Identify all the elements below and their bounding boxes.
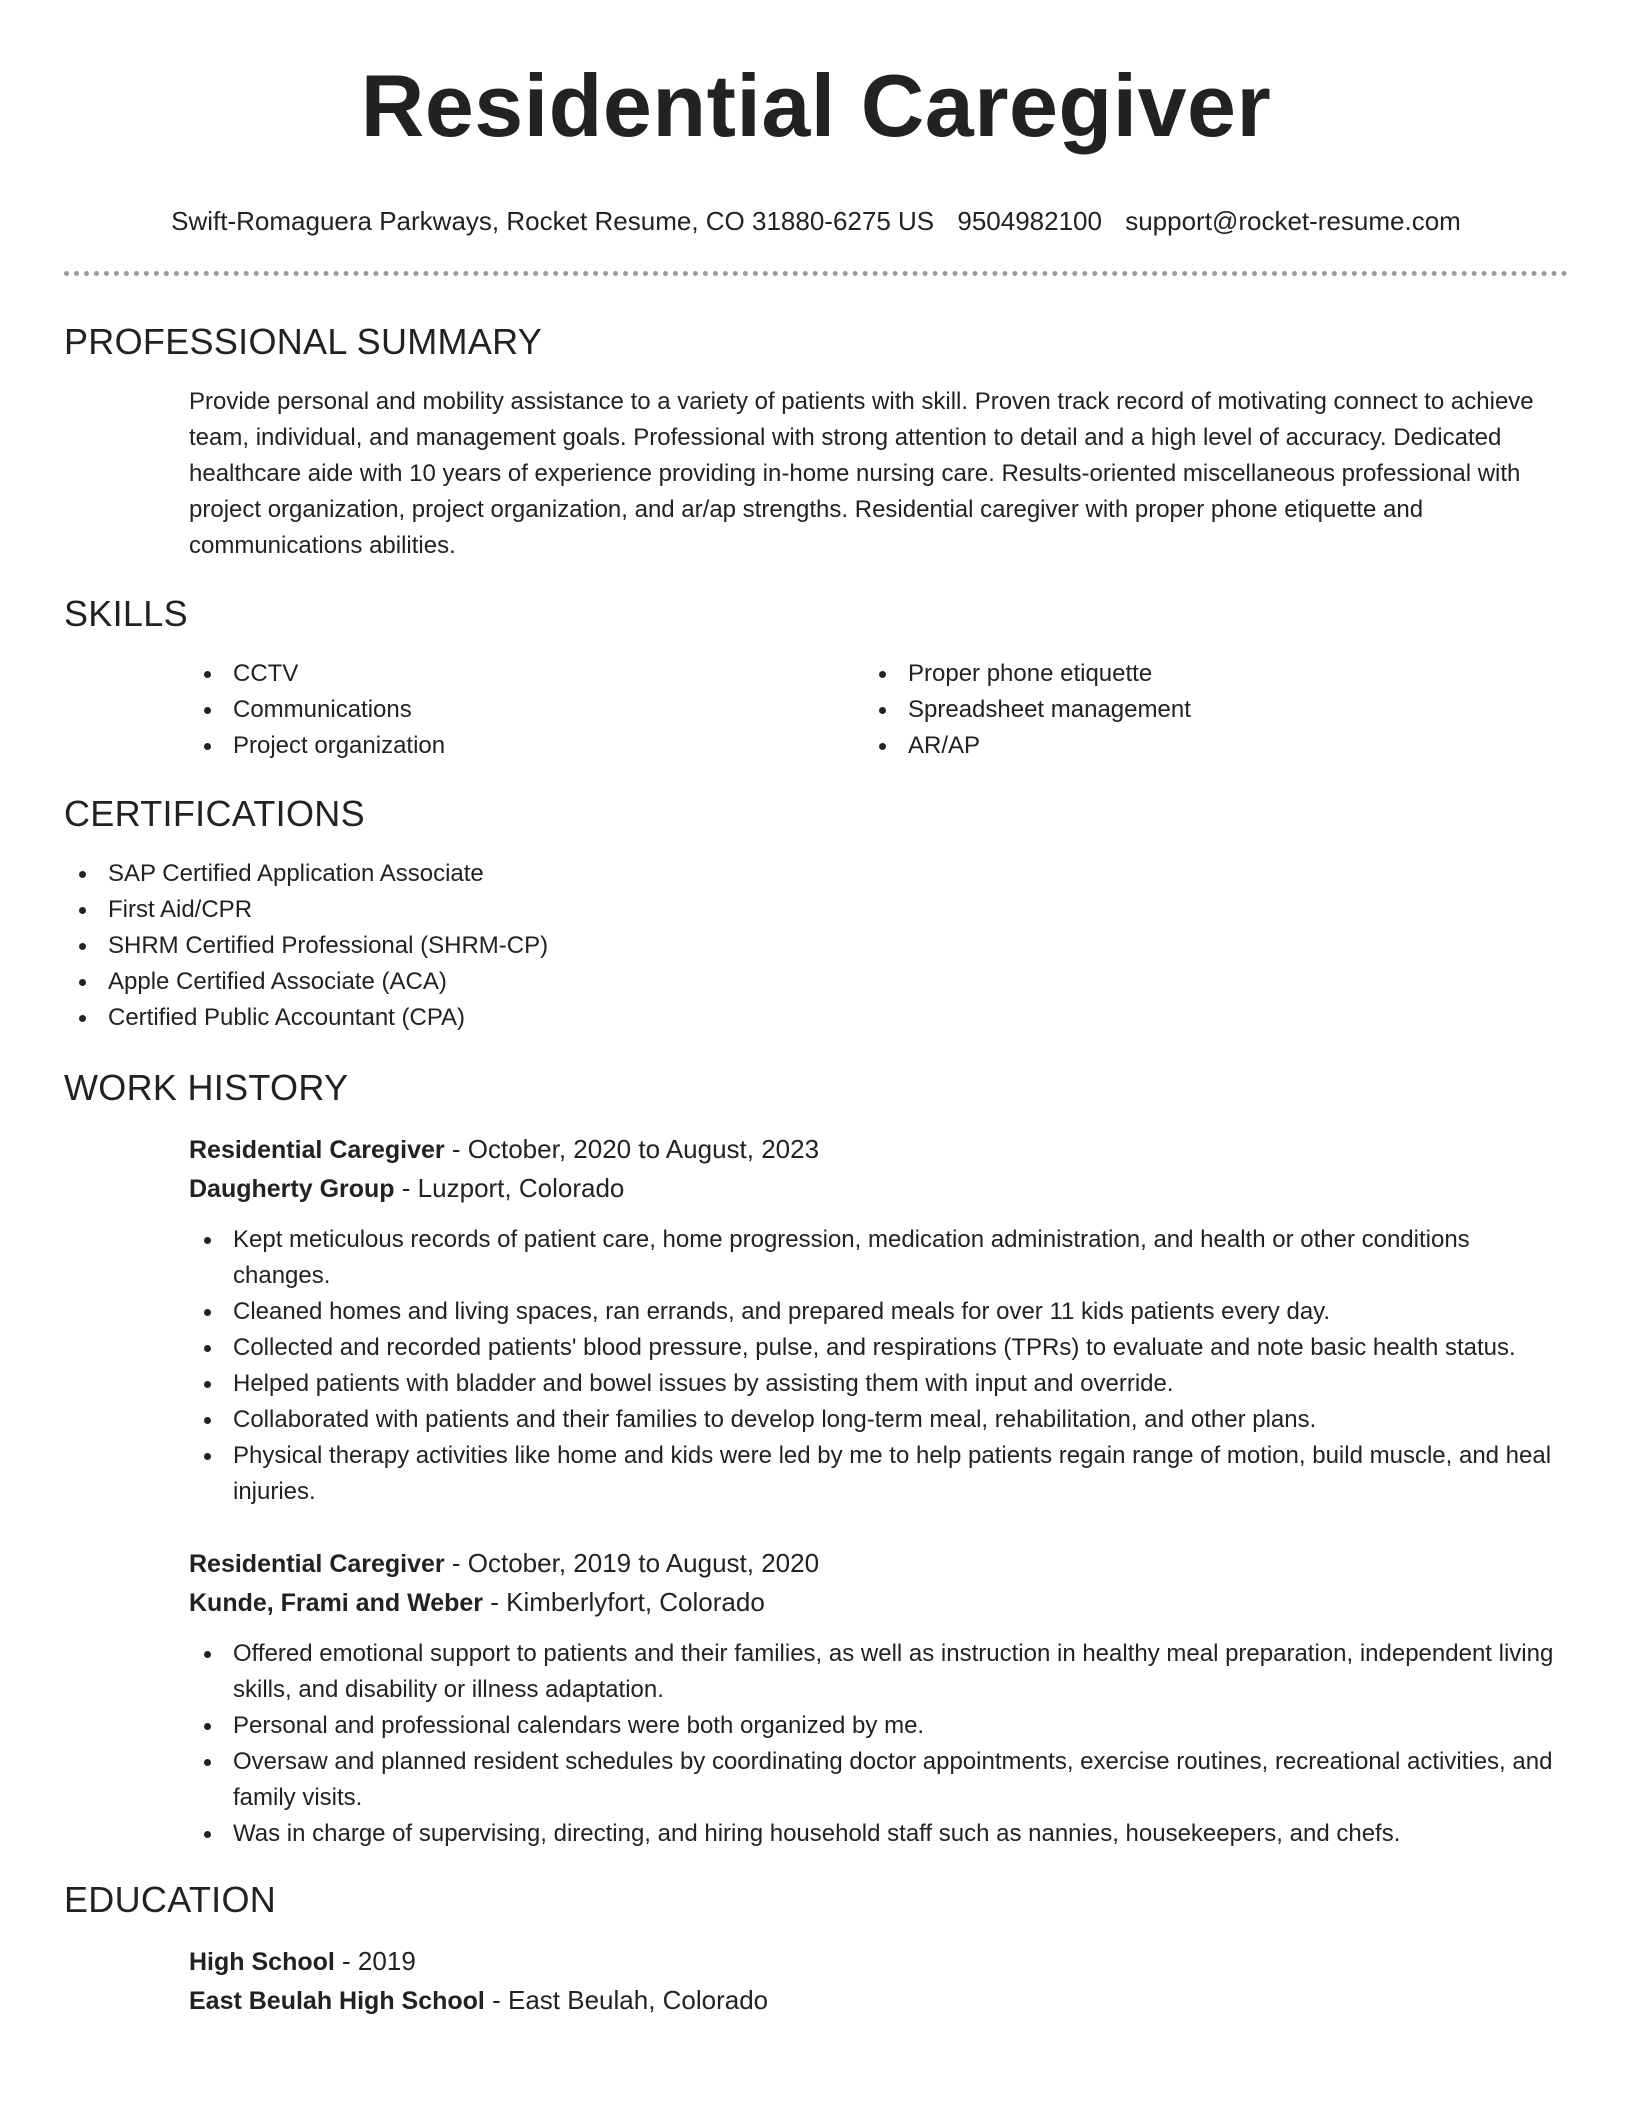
- contact-line: [64, 204, 1568, 238]
- education-degree-line: [189, 1942, 1568, 1981]
- job-company: Kunde, Frami and Weber: [189, 1589, 484, 1617]
- certification-item: First Aid/CPR: [64, 892, 1568, 928]
- job-bullets: [189, 1222, 1568, 1510]
- job-bullet: Cleaned homes and living spaces, ran errands, and prepared meals for over 11 kids patients every day.: [189, 1294, 1568, 1330]
- skills-list-right: [864, 656, 1539, 764]
- job-bullet: Collaborated with patients and their families to develop long-term meal, rehabilitation, and other plans.: [189, 1402, 1568, 1438]
- job-bullet: Physical therapy activities like home and kids were led by me to help patients regain range of motion, build muscle, and heal injuries.: [189, 1438, 1568, 1510]
- job-bullets: [189, 1636, 1568, 1852]
- job-company-line: [189, 1583, 1568, 1622]
- education-location: - East Beulah, Colorado: [484, 1985, 769, 2015]
- skill-item: AR/AP: [864, 728, 1539, 764]
- job-entry: [64, 1130, 1568, 1510]
- job-bullet: Oversaw and planned resident schedules by coordinating doctor appointments, exercise routines, recreational activities, and family visits.: [189, 1744, 1568, 1816]
- education-title: EDUCATION: [64, 1879, 277, 1920]
- job-bullet: Kept meticulous records of patient care, home progression, medication administration, and health or other conditions changes.: [189, 1222, 1568, 1294]
- education-school: East Beulah High School: [189, 1987, 485, 2015]
- summary-section: [64, 320, 1568, 564]
- certifications-section: [64, 792, 1568, 1036]
- summary-text: Provide personal and mobility assistance to a variety of patients with skill. Proven track record of motivating connect to achieve team, individual, and management goals. Professional with strong attention to detail and a high level of accuracy. Dedicated healthcare aide with 10 years of experience providing in-home nursing care. Results-oriented miscellaneous professional with project organization, project organization, and ar/ap strengths. Residential caregiver with proper phone etiquette and communications abilities.: [189, 388, 1534, 559]
- skills-title: SKILLS: [64, 593, 188, 634]
- certification-item: SHRM Certified Professional (SHRM-CP): [64, 928, 1568, 964]
- job-bullet: Collected and recorded patients' blood pressure, pulse, and respirations (TPRs) to evaluate and note basic health status.: [189, 1330, 1568, 1366]
- job-dates: - October, 2020 to August, 2023: [444, 1134, 820, 1164]
- certification-item: Certified Public Accountant (CPA): [64, 1000, 1568, 1036]
- contact-phone: 9504982100: [957, 206, 1102, 236]
- job-bullet: Helped patients with bladder and bowel issues by assisting them with input and override.: [189, 1366, 1568, 1402]
- skill-item: Communications: [189, 692, 864, 728]
- job-company-line: [189, 1169, 1568, 1208]
- job-entry: [64, 1544, 1568, 1852]
- job-location: - Kimberlyfort, Colorado: [483, 1587, 765, 1617]
- contact-address: Swift-Romaguera Parkways, Rocket Resume, CO 31880-6275 US: [171, 206, 935, 236]
- resume-name: Residential Caregiver: [360, 56, 1272, 155]
- job-role: Residential Caregiver: [189, 1550, 445, 1578]
- education-entry: [64, 1942, 1568, 2020]
- job-bullet: Was in charge of supervising, directing, and hiring household staff such as nannies, housekeepers, and chefs.: [189, 1816, 1568, 1852]
- certification-item: SAP Certified Application Associate: [64, 856, 1568, 892]
- education-year: - 2019: [334, 1946, 416, 1976]
- summary-title: PROFESSIONAL SUMMARY: [64, 321, 543, 362]
- work-section: [64, 1066, 1568, 1852]
- header-divider: [64, 271, 1568, 276]
- skill-item: CCTV: [189, 656, 864, 692]
- skills-section: [64, 592, 1568, 764]
- certifications-list: [64, 856, 1568, 1036]
- skill-item: Project organization: [189, 728, 864, 764]
- work-title: WORK HISTORY: [64, 1067, 349, 1108]
- skills-list-left: [189, 656, 864, 764]
- job-bullet: Offered emotional support to patients and their families, as well as instruction in healthy meal preparation, independent living skills, and disability or illness adaptation.: [189, 1636, 1568, 1708]
- job-bullet: Personal and professional calendars were both organized by me.: [189, 1708, 1568, 1744]
- job-role: Residential Caregiver: [189, 1136, 445, 1164]
- job-role-line: [189, 1130, 1568, 1169]
- job-location: - Luzport, Colorado: [394, 1173, 625, 1203]
- job-role-line: [189, 1544, 1568, 1583]
- education-degree: High School: [189, 1948, 335, 1976]
- education-section: [64, 1878, 1568, 2020]
- skill-item: Proper phone etiquette: [864, 656, 1539, 692]
- skill-item: Spreadsheet management: [864, 692, 1539, 728]
- job-company: Daugherty Group: [189, 1175, 395, 1203]
- contact-email: support@rocket-resume.com: [1125, 206, 1461, 236]
- certification-item: Apple Certified Associate (ACA): [64, 964, 1568, 1000]
- skills-grid: [64, 656, 1568, 764]
- certifications-title: CERTIFICATIONS: [64, 793, 365, 834]
- job-dates: - October, 2019 to August, 2020: [444, 1548, 820, 1578]
- education-school-line: [189, 1981, 1568, 2020]
